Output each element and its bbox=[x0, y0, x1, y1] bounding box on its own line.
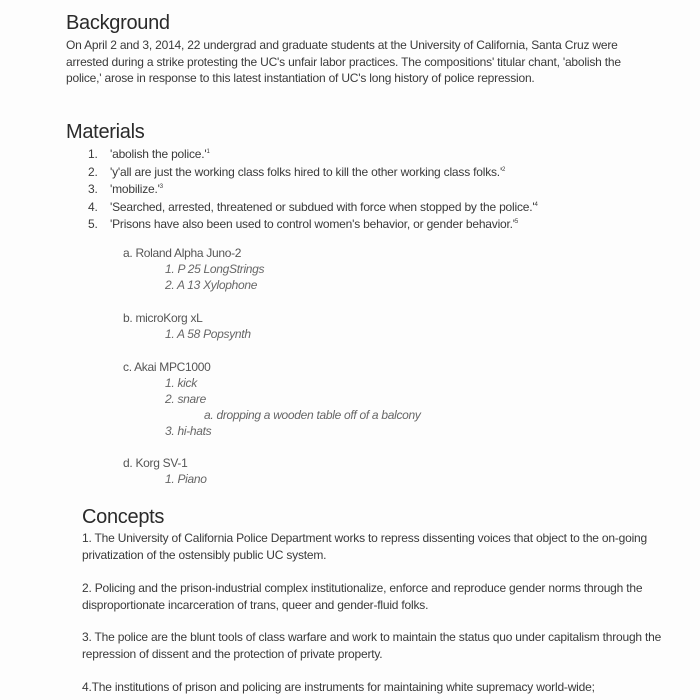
concept-paragraph: 4.The institutions of prison and policing are instruments for maintaining white supremacy world-wide; bbox=[82, 680, 595, 694]
materials-item bbox=[88, 198, 538, 216]
instrument-sound: 2. A 13 Xylophone bbox=[165, 278, 258, 292]
concept-paragraph: 1. The University of California Police Department works to repress dissenting voices that object to the on-going privatization of the ostensibly public UC system. bbox=[82, 531, 648, 562]
instrument-sound: 2. snare bbox=[165, 392, 206, 406]
materials-item bbox=[88, 180, 538, 198]
instrument-sound: 1. kick bbox=[165, 376, 197, 390]
instrument-sound: 1. P 25 LongStrings bbox=[165, 262, 265, 276]
item-number: 2. bbox=[88, 164, 98, 179]
footnote-ref: 4 bbox=[534, 201, 538, 208]
concepts-heading: Concepts bbox=[82, 506, 165, 528]
instrument-sound: 1. Piano bbox=[165, 472, 207, 486]
materials-heading: Materials bbox=[66, 121, 145, 143]
concept-paragraph: 3. The police are the blunt tools of class warfare and work to maintain the status quo under capitalism through the repression of dissent and the protection of private property. bbox=[82, 630, 662, 661]
footnote-ref: 3 bbox=[159, 184, 163, 190]
item-number: 1. bbox=[88, 147, 98, 161]
instrument-sound: 1. A 58 Popsynth bbox=[165, 327, 251, 341]
instrument-label: a. Roland Alpha Juno-2 bbox=[123, 246, 242, 260]
item-text: 'y'all are just the working class folks hired to kill the other working class folks.' bbox=[110, 164, 503, 179]
concept-paragraph: 2. Policing and the prison-industrial complex institutionalize, enforce and reproduce gender norms through the disproportionate incarceration of trans, queer and gender-fluid folks. bbox=[82, 581, 643, 612]
item-text: 'abolish the police.' bbox=[110, 147, 207, 161]
materials-item bbox=[88, 215, 538, 233]
item-text: 'Prisons have also been used to control women's behavior, or gender behavior.' bbox=[110, 217, 515, 231]
background-paragraph: On April 2 and 3, 2014, 22 undergrad and graduate students at the University of California, Santa Cruz were arrested during a strike protesting the UC's unfair labor practices. The compositions' titular chant, 'abolish the police,' arose in response to this latest instantiation of UC's long history of police repression. bbox=[66, 38, 621, 85]
footnote-ref: 5 bbox=[514, 219, 519, 225]
background-heading: Background bbox=[66, 12, 170, 34]
item-number: 5. bbox=[88, 217, 98, 231]
materials-list bbox=[88, 145, 538, 233]
instrument-label: b. microKorg xL bbox=[123, 311, 203, 325]
materials-item bbox=[88, 145, 538, 163]
instrument-sound: 3. hi-hats bbox=[165, 424, 212, 438]
instrument-label: c. Akai MPC1000 bbox=[123, 360, 211, 374]
footnote-ref: 1 bbox=[206, 149, 210, 155]
instrument-sound-note: a. dropping a wooden table off of a balcony bbox=[204, 408, 421, 422]
instrument-label: d. Korg SV-1 bbox=[123, 456, 188, 470]
item-text: 'mobilize.' bbox=[110, 182, 160, 196]
materials-item bbox=[88, 163, 538, 181]
footnote-ref: 2 bbox=[502, 166, 506, 173]
item-number: 3. bbox=[88, 182, 98, 196]
item-text: 'Searched, arrested, threatened or subdued with force when stopped by the police.' bbox=[110, 199, 535, 214]
item-number: 4. bbox=[88, 199, 98, 214]
